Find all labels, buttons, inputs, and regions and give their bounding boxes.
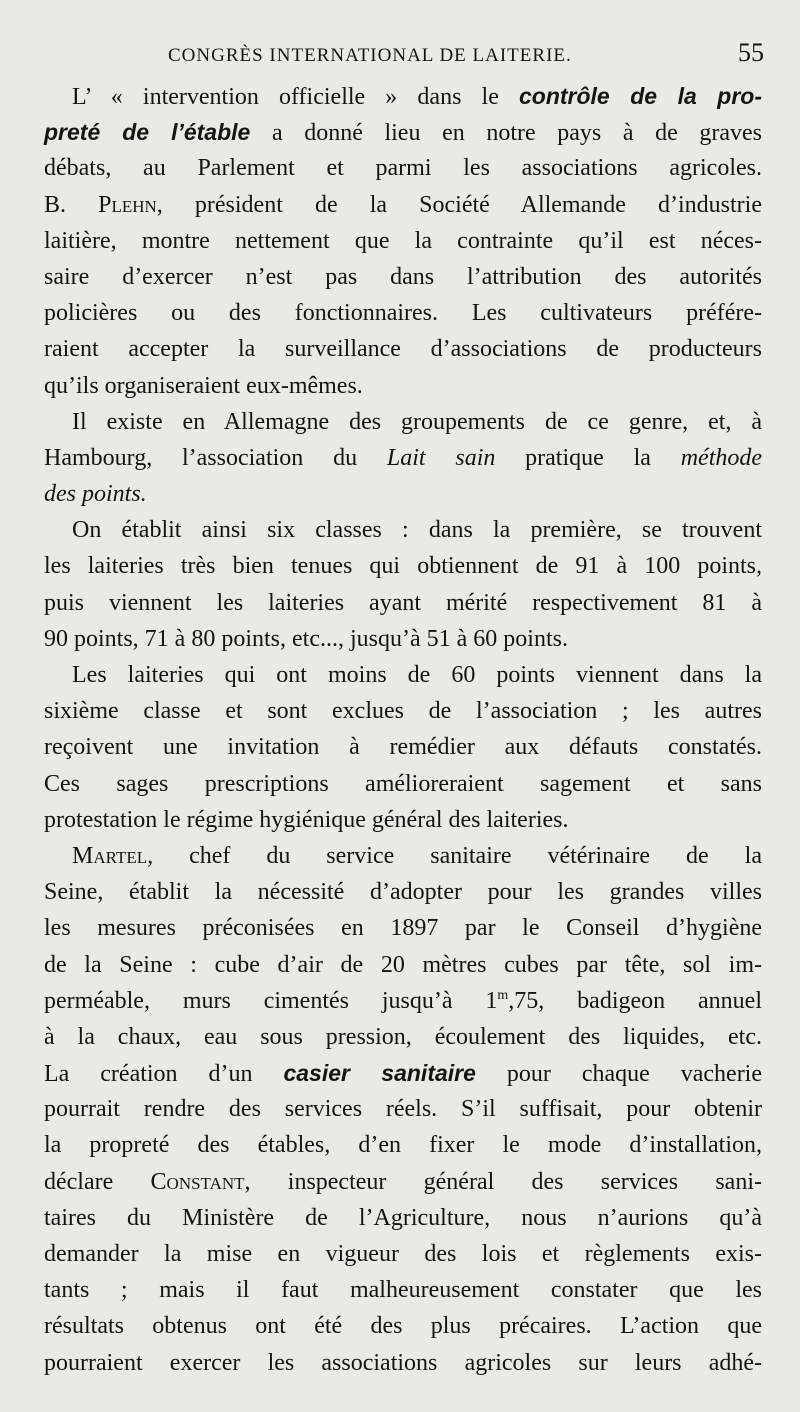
text-run: déclare [44, 1168, 151, 1195]
text-line: tants ; mais il faut malheureusement constater que les [44, 1277, 762, 1304]
text-line: On établit ainsi six classes : dans la première, se trouvent [72, 517, 762, 544]
text-line: résultats obtenus ont été des plus précaires. L’action que [44, 1313, 762, 1340]
text-line: la propreté des étables, d’en fixer le mode d’installation, [44, 1132, 762, 1159]
text-line: pourraient exercer les associations agricoles sur leurs adhé- [44, 1349, 762, 1376]
paragraph-2 [44, 404, 762, 513]
text-line: de la Seine : cube d’air de 20 mètres cubes par tête, sol im- [44, 951, 762, 978]
paragraph-3 [44, 512, 762, 657]
text-line [44, 187, 762, 223]
text-line: les mesures préconisées en 1897 par le Conseil d’hygiène [44, 915, 762, 942]
text-run: pour chaque vacherie [475, 1061, 762, 1088]
text-run: perméable, murs cimentés jusqu’à 1 [44, 987, 498, 1014]
text-line [44, 78, 762, 114]
emphasis: contrôle de la pro- [518, 83, 762, 109]
text-line: raient accepter la surveillance d’associations de producteurs [44, 336, 762, 363]
text-line: Les laiteries qui ont moins de 60 points viennent dans la [72, 662, 762, 688]
paragraph-4 [44, 657, 762, 838]
person-name: Constant [150, 1168, 245, 1195]
person-name: Plehn [98, 191, 157, 218]
text-line: qu’ils organiseraient eux-mêmes. [44, 372, 363, 399]
superscript: m [497, 987, 509, 1003]
text-line: policières ou des fonctionnaires. Les cultivateurs préfére- [44, 300, 762, 327]
text-line [44, 983, 762, 1019]
text-line: reçoivent une invitation à remédier aux défauts constatés. [44, 734, 762, 761]
text-line: 90 points, 71 à 80 points, etc..., jusqu’à 51 à 60 points. [44, 625, 568, 652]
text-run: a donné lieu en notre pays à de graves [250, 120, 762, 147]
text-line: débats, au Parlement et parmi les associations agricoles. [44, 155, 762, 182]
text-line [44, 1164, 762, 1200]
text-run: L’ « intervention officielle » dans le [72, 84, 519, 110]
text-line: saire d’exercer n’est pas dans l’attribution des autorités [44, 263, 762, 290]
text-line [44, 114, 762, 150]
text-line: taires du Ministère de l’Agriculture, nous n’aurions qu’à [44, 1204, 762, 1231]
text-run: Hambourg, l’association du [44, 444, 387, 471]
text-line: laitière, montre nettement que la contrainte qu’il est néces- [44, 227, 762, 254]
emphasis: casier sanitaire [283, 1060, 476, 1087]
person-name: Martel [72, 842, 148, 869]
text-line: à la chaux, eau sous pression, écoulement des liquides, etc. [44, 1023, 762, 1050]
text-run: ,75, badigeon annuel [508, 987, 762, 1014]
text-line: demander la mise en vigueur des lois et règlements exis- [44, 1241, 762, 1267]
text-run: , inspecteur général des services sani- [244, 1168, 762, 1195]
running-header [168, 38, 764, 68]
paragraph-5 [44, 838, 762, 1381]
running-title: CONGRÈS INTERNATIONAL DE LAITERIE. [168, 45, 572, 66]
text-line: pourrait rendre des services réels. S’il suffisait, pour obtenir [44, 1096, 762, 1123]
text-line: Il existe en Allemagne des groupements de ce genre, et, à [72, 408, 762, 435]
italic-term: Lait sain [386, 444, 496, 471]
text-line: des points. [44, 481, 147, 508]
text-line [44, 440, 762, 476]
text-line [44, 838, 762, 874]
italic-term: méthode [680, 444, 763, 471]
text-line [44, 1055, 762, 1091]
text-line: sixième classe et sont exclues de l’association ; les autres [44, 698, 762, 725]
text-run: B. [44, 191, 99, 218]
paragraph-1 [44, 78, 762, 404]
text-line: Seine, établit la nécessité d’adopter pour les grandes villes [44, 879, 762, 906]
text-line: les laiteries très bien tenues qui obtiennent de 91 à 100 points, [44, 553, 762, 580]
text-line: puis viennent les laiteries ayant mérité respectivement 81 à [44, 589, 762, 616]
text-run: , président de la Société Allemande d’industrie [156, 191, 762, 218]
text-line: protestation le régime hygiénique général des laiteries. [44, 806, 569, 833]
text-run: La création d’un [44, 1061, 284, 1088]
text-run: , chef du service sanitaire vétérinaire de la [147, 842, 762, 869]
emphasis: preté de l’étable [44, 119, 251, 146]
text-run: pratique la [495, 444, 681, 471]
text-line: Ces sages prescriptions amélioreraient sagement et sans [44, 770, 762, 797]
body-text [44, 78, 762, 1381]
page-number: 55 [738, 38, 764, 67]
